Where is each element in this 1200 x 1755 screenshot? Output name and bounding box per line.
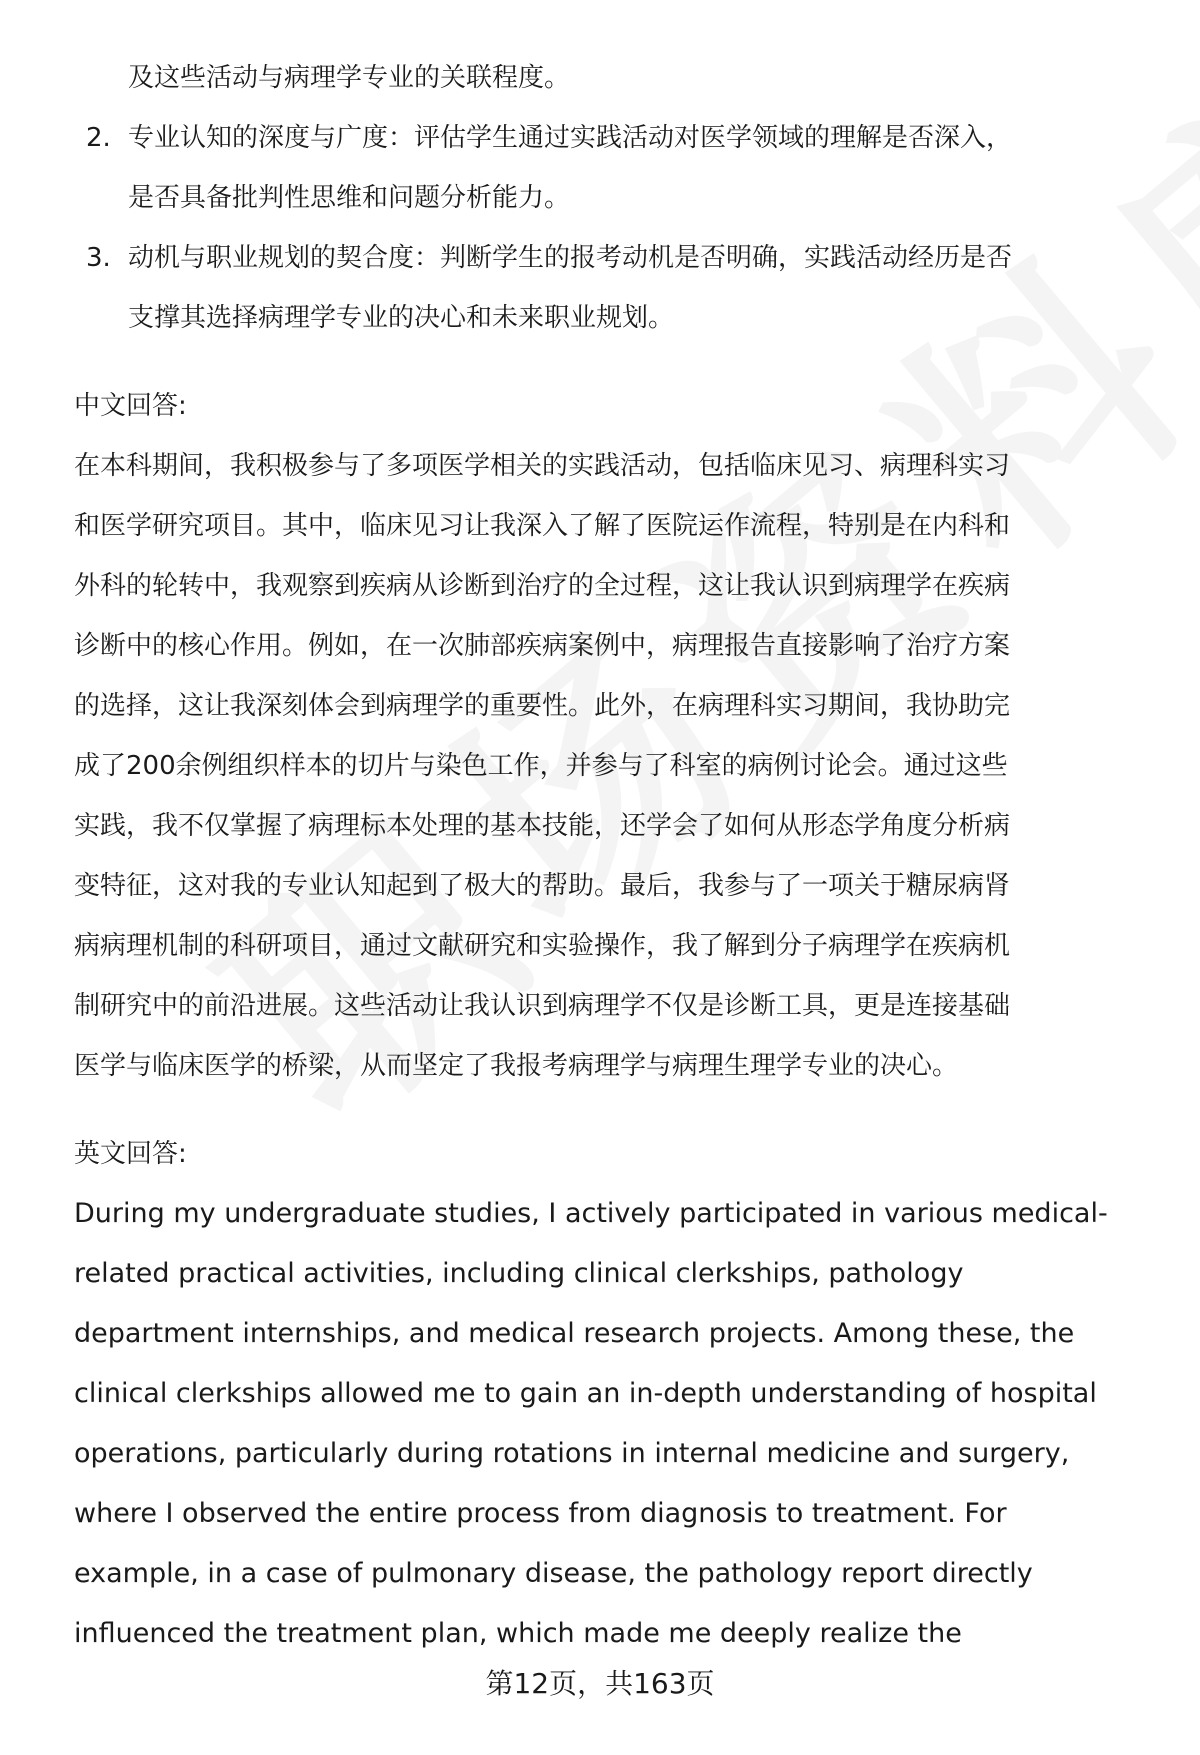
list-line: 支撑其选择病理学专业的决心和未来职业规划。 <box>128 303 675 333</box>
list-number: 2. <box>86 123 111 153</box>
list-number: 3. <box>86 243 111 273</box>
paragraph-line: clinical clerkships allowed me to gain an in-depth understanding of hospital <box>74 1378 1097 1409</box>
english-answer-label: 英文回答: <box>74 1139 187 1169</box>
criteria-item-3 <box>74 228 1154 348</box>
paragraph-line: 和医学研究项目。其中，临床见习让我深入了解了医院运作流程，特别是在内科和 <box>74 511 1011 541</box>
paragraph-line: 病病理机制的科研项目，通过文献研究和实验操作，我了解到分子病理学在疾病机 <box>74 931 1011 961</box>
paragraph-line: 实践，我不仅掌握了病理标本处理的基本技能，还学会了如何从形态学角度分析病 <box>74 811 1011 841</box>
paragraph-line: 制研究中的前沿进展。这些活动让我认识到病理学不仅是诊断工具，更是连接基础 <box>74 991 1011 1021</box>
paragraph-line: influenced the treatment plan, which made me deeply realize the <box>74 1618 962 1649</box>
criteria-item-1-tail: 及这些活动与病理学专业的关联程度。 <box>128 63 571 93</box>
paragraph-line: where I observed the entire process from diagnosis to treatment. For <box>74 1498 1007 1529</box>
page-number-footer: 第12页，共163页 <box>485 1667 715 1700</box>
chinese-answer-paragraph <box>74 436 1154 1096</box>
paragraph-line: 成了200余例组织样本的切片与染色工作，并参与了科室的病例讨论会。通过这些 <box>74 751 1008 781</box>
paragraph-line: related practical activities, including clinical clerkships, pathology <box>74 1258 964 1289</box>
paragraph-line: 变特征，这对我的专业认知起到了极大的帮助。最后，我参与了一项关于糖尿病肾 <box>74 871 1011 901</box>
paragraph-line: 诊断中的核心作用。例如，在一次肺部疾病案例中，病理报告直接影响了治疗方案 <box>74 631 1011 661</box>
paragraph-line: During my undergraduate studies, I actively participated in various medical- <box>74 1198 1108 1229</box>
paragraph-line: 外科的轮转中，我观察到疾病从诊断到治疗的全过程，这让我认识到病理学在疾病 <box>74 571 1011 601</box>
list-line: 动机与职业规划的契合度：判断学生的报考动机是否明确，实践活动经历是否 <box>128 243 1013 273</box>
chinese-answer-label: 中文回答: <box>74 391 187 421</box>
paragraph-line: example, in a case of pulmonary disease, the pathology report directly <box>74 1558 1033 1589</box>
list-line: 是否具备批判性思维和问题分析能力。 <box>128 183 571 213</box>
paragraph-line: 医学与临床医学的桥梁，从而坚定了我报考病理学与病理生理学专业的决心。 <box>74 1051 959 1081</box>
paragraph-line: 在本科期间，我积极参与了多项医学相关的实践活动，包括临床见习、病理科实习 <box>74 451 1011 481</box>
criteria-item-2 <box>74 108 1154 228</box>
list-line: 专业认知的深度与广度：评估学生通过实践活动对医学领域的理解是否深入， <box>128 123 1013 153</box>
paragraph-line: department internships, and medical research projects. Among these, the <box>74 1318 1075 1349</box>
criteria-list <box>74 48 1154 348</box>
paragraph-line: 的选择，这让我深刻体会到病理学的重要性。此外，在病理科实习期间，我协助完 <box>74 691 1011 721</box>
english-answer-paragraph <box>74 1184 1154 1664</box>
paragraph-line: operations, particularly during rotations in internal medicine and surgery, <box>74 1438 1070 1469</box>
content-area <box>74 48 1154 1664</box>
